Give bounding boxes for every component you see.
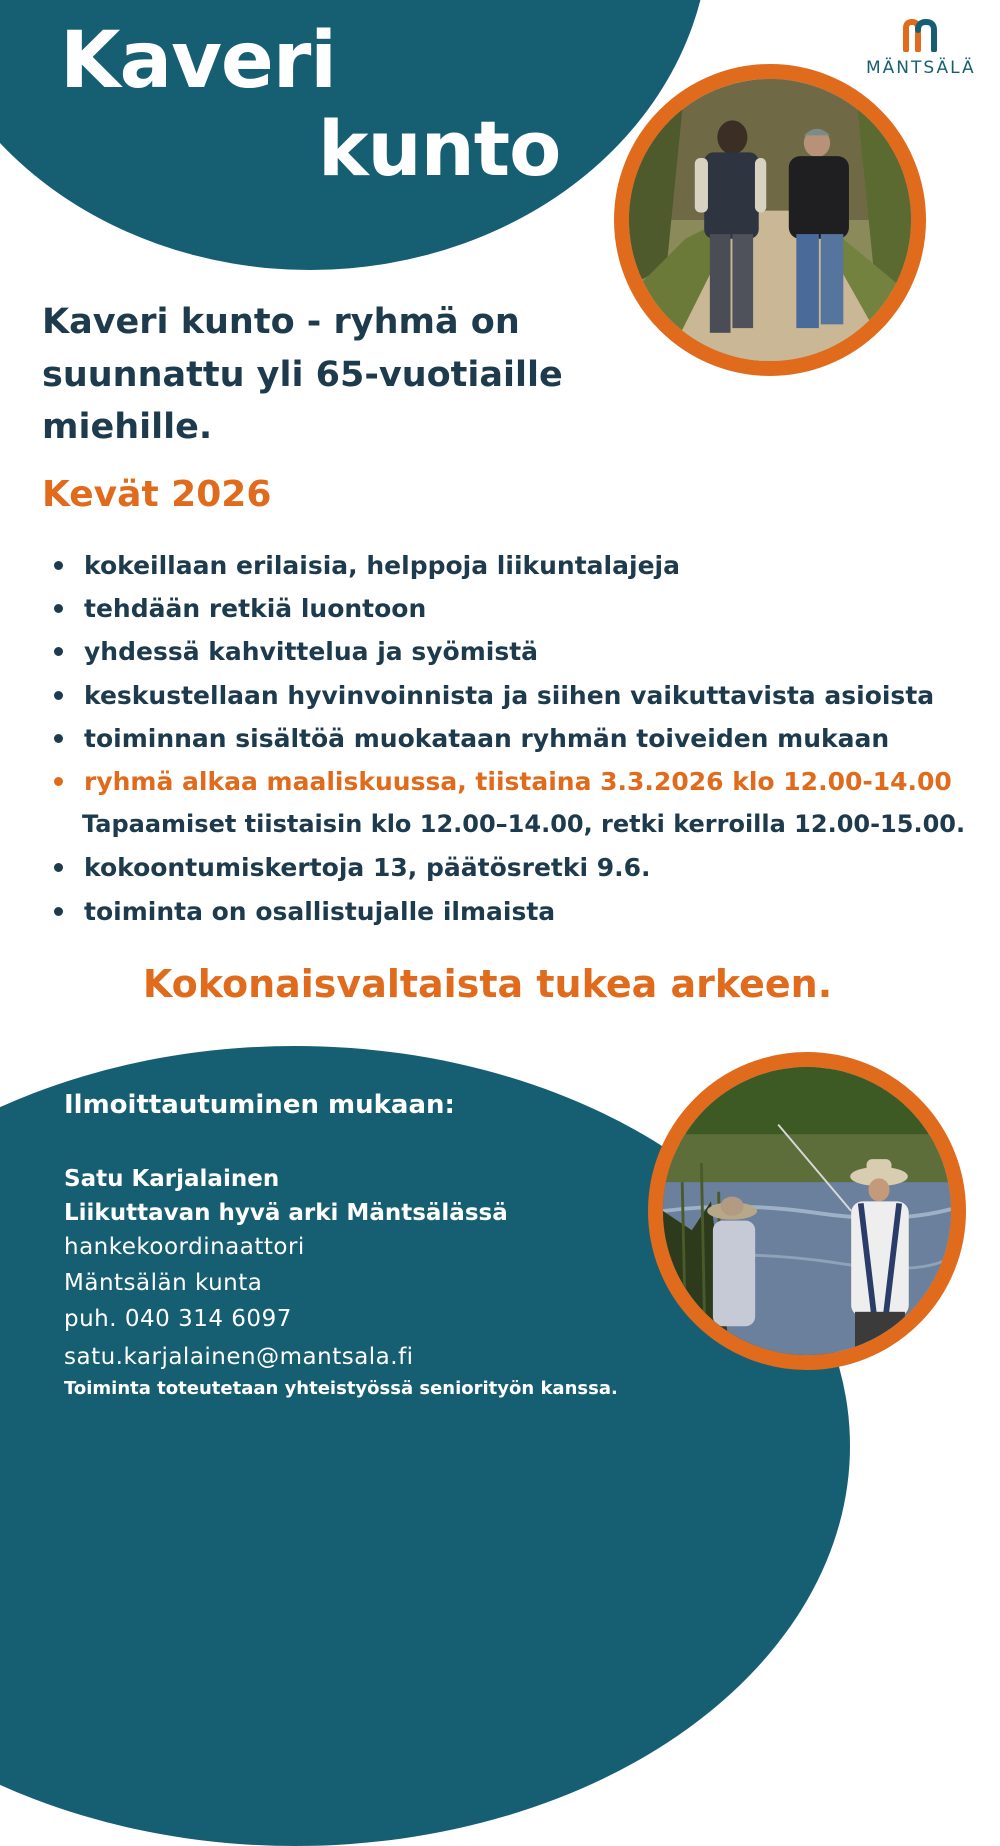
list-item-start-date: ryhmä alkaa maaliskuussa, tiistaina 3.3.2026 klo 12.00-14.00 — [48, 760, 988, 803]
list-item: keskustellaan hyvinvoinnista ja siihen vaikuttavista asioista — [48, 674, 988, 717]
title-line-2: kunto — [318, 104, 561, 193]
contact-block — [64, 1090, 508, 1370]
contact-project: Liikuttavan hyvä arki Mäntsälässä — [64, 1200, 508, 1226]
logo-text: MÄNTSÄLÄ — [866, 58, 976, 78]
contact-role: hankekoordinaattori — [64, 1234, 305, 1260]
activity-list — [48, 544, 988, 933]
list-item: kokoontumiskertoja 13, päätösretki 9.6. — [48, 846, 988, 889]
bullet-icon — [54, 647, 63, 656]
list-item: toiminnan sisältöä muokataan ryhmän toiveiden mukaan — [48, 717, 988, 760]
contact-name: Satu Karjalainen — [64, 1166, 280, 1192]
list-item: yhdessä kahvittelua ja syömistä — [48, 630, 988, 673]
contact-organization: Mäntsälän kunta — [64, 1270, 263, 1296]
list-item: kokeillaan erilaisia, helppoja liikuntalajeja — [48, 544, 988, 587]
walking-men-photo — [614, 64, 926, 376]
bullet-icon — [54, 561, 63, 570]
mantsala-m-icon — [902, 18, 942, 52]
bullet-icon — [54, 691, 63, 700]
list-item: toiminta on osallistujalle ilmaista — [48, 890, 988, 933]
bullet-icon — [54, 907, 63, 916]
bullet-icon — [54, 734, 63, 743]
season-heading: Kevät 2026 — [42, 474, 272, 515]
contact-phone: puh. 040 314 6097 — [64, 1306, 292, 1332]
bullet-icon — [54, 863, 63, 872]
intro-text: Kaveri kunto - ryhmä on suunnattu yli 65-vuotiaille miehille. — [42, 302, 563, 447]
contact-heading: Ilmoittautuminen mukaan: — [64, 1090, 455, 1120]
list-item-meeting-times: Tapaamiset tiistaisin klo 12.00–14.00, retki kerroilla 12.00-15.00. — [82, 810, 966, 839]
title-line-1: Kaveri — [60, 16, 337, 106]
bullet-icon — [54, 777, 63, 786]
mantsala-logo — [866, 18, 976, 82]
fishing-men-photo — [648, 1052, 966, 1370]
tagline: Kokonaisvaltaista tukea arkeen. — [142, 962, 833, 1006]
contact-email-link[interactable]: satu.karjalainen@mantsala.fi — [64, 1344, 414, 1370]
bullet-icon — [54, 604, 63, 613]
footer-note: Toiminta toteutetaan yhteistyössä seniorityön kanssa. — [64, 1378, 618, 1399]
list-item: tehdään retkiä luontoon — [48, 587, 988, 630]
